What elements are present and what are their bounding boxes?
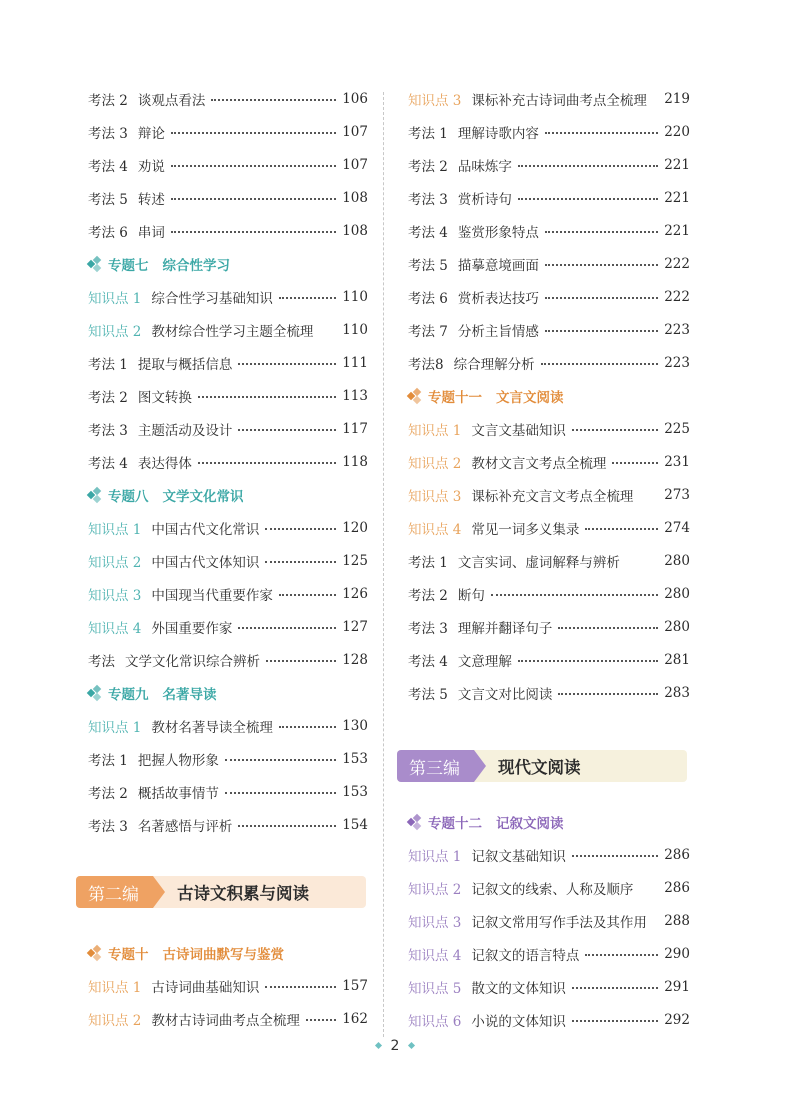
toc-entry[interactable] [408,643,690,676]
entry-page: 221 [664,222,690,239]
topic-heading[interactable] [408,379,690,412]
dot-leader [545,330,658,332]
entry-page: 286 [664,846,690,863]
toc-entry[interactable] [88,445,368,478]
entry-label: 考法 [88,653,115,670]
topic-name: 文言文阅读 [496,389,564,406]
entry-label: 考法 5 [408,686,448,703]
entry-page: 120 [342,519,368,536]
entry-label: 知识点 2 [88,323,142,340]
entry-label: 考法 3 [408,620,448,637]
entry-title: 分析主旨情感 [457,323,539,340]
part-name: 古诗文积累与阅读 [177,884,309,903]
entry-title: 鉴赏形象特点 [457,224,539,241]
dot-leader [238,627,336,629]
entry-title: 断句 [457,587,485,604]
entry-label: 考法 3 [88,818,128,835]
entry-title: 理解诗歌内容 [457,125,539,142]
diamond-icon [408,1042,415,1049]
entry-page: 281 [664,651,690,668]
toc-entry[interactable] [88,775,368,808]
entry-page: 110 [342,288,368,305]
entry-label: 知识点 4 [408,521,462,538]
entry-page: 157 [342,977,368,994]
entry-label: 考法 1 [408,554,448,571]
entry-label: 知识点 4 [408,947,462,964]
entry-page: 222 [664,255,690,272]
entry-page: 125 [342,552,368,569]
toc-entry[interactable] [88,544,368,577]
entry-page: 223 [664,321,690,338]
entry-page: 223 [664,354,690,371]
dot-leader [266,660,336,662]
entry-title: 文学文化常识综合辨析 [125,653,260,670]
dot-leader [198,462,336,464]
entry-label: 考法 6 [408,290,448,307]
entry-title: 记叙文的线索、人称及顺序 [471,881,634,898]
toc-entry[interactable] [88,379,368,412]
entry-title: 提取与概括信息 [137,356,233,373]
entry-label: 知识点 1 [88,290,142,307]
toc-entry[interactable] [88,511,368,544]
entry-label: 知识点 2 [88,554,142,571]
entry-label: 考法 3 [88,422,128,439]
toc-entry[interactable] [88,742,368,775]
toc-entry[interactable] [88,577,368,610]
entry-title: 表达得体 [137,455,192,472]
left-column [88,82,368,841]
entry-page: 111 [342,354,368,371]
entry-label: 知识点 3 [408,92,462,109]
entry-page: 291 [664,978,690,995]
toc-entry[interactable] [88,1002,368,1035]
entry-label: 考法 2 [88,785,128,802]
dot-leader [225,759,336,761]
entry-page: 153 [342,783,368,800]
dot-leader [238,363,336,365]
entry-page: 126 [342,585,368,602]
toc-entry[interactable] [408,346,690,379]
topic-number: 专题十一 [428,389,482,406]
dot-leader [211,99,336,101]
entry-page: 162 [342,1010,368,1027]
topic-name: 记叙文阅读 [496,815,564,832]
dot-leader [558,627,658,629]
diamond-cluster-icon [408,389,422,403]
entry-title: 串词 [137,224,165,241]
entry-title: 散文的文体知识 [471,980,566,997]
entry-label: 知识点 2 [88,1012,142,1029]
entry-title: 教材文言文考点全梳理 [471,455,607,472]
toc-entry[interactable] [408,544,690,577]
entry-label: 知识点 4 [88,620,142,637]
entry-page: 231 [664,453,690,470]
dot-leader [279,726,336,728]
dot-leader [518,165,658,167]
entry-title: 辩论 [137,125,165,142]
entry-page: 107 [342,123,368,140]
entry-page: 280 [664,618,690,635]
dot-leader [545,264,658,266]
entry-page: 128 [342,651,368,668]
entry-label: 考法 7 [408,323,448,340]
entry-label: 知识点 1 [88,979,142,996]
entry-page: 288 [664,912,690,929]
entry-page: 274 [664,519,690,536]
dot-leader [545,297,658,299]
entry-page: 219 [664,90,690,107]
entry-title: 文言文对比阅读 [457,686,553,703]
part-number: 第三编 [397,750,474,782]
entry-label: 考法 2 [88,92,128,109]
topic-heading[interactable] [88,676,368,709]
topic-number: 专题八 [108,488,149,505]
dot-leader [171,198,336,200]
toc-entry[interactable] [88,709,368,742]
entry-page: 130 [342,717,368,734]
entry-page: 108 [342,222,368,239]
toc-entry[interactable] [408,1003,690,1036]
entry-label: 知识点 6 [408,1013,462,1030]
entry-page: 292 [664,1011,690,1028]
toc-entry[interactable] [408,247,690,280]
entry-title: 记叙文常用写作手法及其作用 [471,914,647,931]
dot-leader [171,165,336,167]
toc-entry[interactable] [88,115,368,148]
toc-entry[interactable] [408,871,690,904]
toc-entry[interactable] [88,643,368,676]
topic-number: 专题十 [108,946,149,963]
entry-title: 中国古代文化常识 [151,521,260,538]
toc-entry[interactable] [408,511,690,544]
entry-page: 225 [664,420,690,437]
entry-page: 286 [664,879,690,896]
dot-leader [265,528,336,530]
entry-title: 图文转换 [137,389,192,406]
toc-entry[interactable] [408,148,690,181]
diamond-cluster-icon [88,488,102,502]
entry-page: 221 [664,156,690,173]
entry-label: 考法 1 [408,125,448,142]
dot-leader [265,986,336,988]
entry-page: 290 [664,945,690,962]
toc-entry[interactable] [88,412,368,445]
topic-number: 专题九 [108,686,149,703]
dot-leader [545,231,658,233]
dot-leader [171,132,336,134]
entry-label: 知识点 3 [408,488,462,505]
entry-title: 文言文基础知识 [471,422,566,439]
entry-title: 课标补充文言文考点全梳理 [471,488,634,505]
entry-page: 280 [664,552,690,569]
part-number: 第二编 [76,876,153,908]
entry-page: 110 [342,321,368,338]
entry-title: 教材古诗词曲考点全梳理 [151,1012,300,1029]
entry-label: 知识点 1 [408,848,462,865]
entry-page: 106 [342,90,368,107]
entry-title: 转述 [137,191,165,208]
entry-label: 知识点 1 [408,422,462,439]
toc-entry[interactable] [408,610,690,643]
entry-title: 文意理解 [457,653,512,670]
entry-title: 综合理解分析 [453,356,535,373]
entry-label: 考法 1 [88,752,128,769]
entry-label: 考法 2 [408,158,448,175]
topic-name: 综合性学习 [162,257,230,274]
toc-entry[interactable] [408,676,690,709]
toc-entry[interactable] [408,280,690,313]
entry-title: 常见一词多义集录 [471,521,580,538]
dot-leader [545,132,658,134]
part-name: 现代文阅读 [498,758,581,777]
entry-label: 考法 4 [88,158,128,175]
entry-title: 谈观点看法 [137,92,206,109]
toc-entry[interactable] [88,82,368,115]
right-column-bottom [408,805,690,1036]
entry-label: 考法 3 [88,125,128,142]
entry-label: 知识点 3 [88,587,142,604]
dot-leader [558,693,658,695]
toc-entry[interactable] [88,346,368,379]
topic-name: 古诗词曲默写与鉴赏 [162,946,284,963]
entry-page: 220 [664,123,690,140]
entry-label: 考法 6 [88,224,128,241]
entry-title: 描摹意境画面 [457,257,539,274]
dot-leader [572,429,658,431]
toc-entry[interactable] [408,577,690,610]
toc-entry[interactable] [408,412,690,445]
entry-title: 古诗词曲基础知识 [151,979,260,996]
dot-leader [306,1019,336,1021]
toc-entry[interactable] [408,181,690,214]
entry-title: 中国现当代重要作家 [151,587,273,604]
entry-page: 280 [664,585,690,602]
diamond-icon [374,1042,381,1049]
topic-heading[interactable] [408,805,690,838]
dot-leader [572,1020,658,1022]
entry-title: 把握人物形象 [137,752,219,769]
entry-page: 154 [342,816,368,833]
entry-title: 综合性学习基础知识 [151,290,273,307]
dot-leader [572,855,658,857]
entry-label: 考法 3 [408,191,448,208]
entry-title: 教材名著导读全梳理 [151,719,273,736]
entry-label: 知识点 5 [408,980,462,997]
dot-leader [238,429,336,431]
toc-entry[interactable] [408,937,690,970]
diamond-cluster-icon [88,946,102,960]
entry-title: 理解并翻译句子 [457,620,553,637]
entry-page: 113 [342,387,368,404]
diamond-cluster-icon [88,257,102,271]
toc-entry[interactable] [408,313,690,346]
topic-name: 文学文化常识 [162,488,244,505]
entry-page: 222 [664,288,690,305]
entry-title: 赏析诗句 [457,191,512,208]
entry-title: 文言实词、虚词解释与辨析 [457,554,620,571]
entry-page: 107 [342,156,368,173]
entry-label: 知识点 2 [408,881,462,898]
entry-title: 外国重要作家 [151,620,233,637]
entry-title: 劝说 [137,158,165,175]
topic-number: 专题十二 [428,815,482,832]
toc-entry[interactable] [88,610,368,643]
toc-entry[interactable] [408,445,690,478]
entry-page: 273 [664,486,690,503]
toc-entry[interactable] [88,181,368,214]
toc-entry[interactable] [88,148,368,181]
part-banner[interactable] [397,750,687,782]
toc-entry[interactable] [88,969,368,1002]
dot-leader [198,396,336,398]
dot-leader [171,231,336,233]
entry-label: 考法 2 [88,389,128,406]
entry-title: 记叙文基础知识 [471,848,566,865]
diamond-cluster-icon [408,815,422,829]
dot-leader [225,792,336,794]
topic-heading[interactable] [88,247,368,280]
toc-entry[interactable] [88,280,368,313]
entry-title: 教材综合性学习主题全梳理 [151,323,314,340]
entry-title: 主题活动及设计 [137,422,233,439]
left-column-bottom [88,936,368,1035]
entry-label: 知识点 1 [88,521,142,538]
entry-title: 品味炼字 [457,158,512,175]
entry-label: 考法 4 [408,224,448,241]
dot-leader [279,297,336,299]
topic-number: 专题七 [108,257,149,274]
diamond-cluster-icon [88,686,102,700]
topic-heading[interactable] [88,478,368,511]
toc-entry[interactable] [408,82,690,115]
topic-heading[interactable] [88,936,368,969]
entry-title: 中国古代文体知识 [151,554,260,571]
entry-page: 283 [664,684,690,701]
entry-label: 知识点 1 [88,719,142,736]
dot-leader [572,987,658,989]
entry-page: 153 [342,750,368,767]
toc-entry[interactable] [408,478,690,511]
toc-entry[interactable] [408,115,690,148]
dot-leader [491,594,658,596]
dot-leader [585,954,658,956]
toc-entry[interactable] [408,838,690,871]
toc-entry[interactable] [88,214,368,247]
toc-entry[interactable] [88,808,368,841]
entry-label: 考法 4 [408,653,448,670]
right-column [408,82,690,709]
entry-title: 小说的文体知识 [471,1013,566,1030]
entry-page: 118 [342,453,368,470]
entry-label: 知识点 3 [408,914,462,931]
dot-leader [541,363,659,365]
topic-name: 名著导读 [162,686,217,703]
column-divider [383,92,384,1037]
entry-label: 考法 4 [88,455,128,472]
dot-leader [265,561,336,563]
entry-page: 221 [664,189,690,206]
entry-page: 127 [342,618,368,635]
entry-title: 赏析表达技巧 [457,290,539,307]
dot-leader [279,594,336,596]
dot-leader [585,528,658,530]
page-footer [0,1038,790,1054]
dot-leader [238,825,336,827]
entry-page: 117 [342,420,368,437]
entry-title: 概括故事情节 [137,785,219,802]
entry-label: 考法 5 [88,191,128,208]
toc-entry[interactable] [408,214,690,247]
dot-leader [518,660,658,662]
entry-label: 考法 1 [88,356,128,373]
toc-entry[interactable] [408,904,690,937]
entry-label: 知识点 2 [408,455,462,472]
part-banner[interactable] [76,876,366,908]
entry-title: 课标补充古诗词曲考点全梳理 [471,92,647,109]
dot-leader [518,198,658,200]
entry-label: 考法 2 [408,587,448,604]
entry-label: 考法 5 [408,257,448,274]
toc-entry[interactable] [88,313,368,346]
entry-title: 名著感悟与评析 [137,818,233,835]
toc-entry[interactable] [408,970,690,1003]
dot-leader [612,462,658,464]
entry-page: 108 [342,189,368,206]
entry-label: 考法8 [408,356,444,373]
entry-title: 记叙文的语言特点 [471,947,580,964]
page-number: 2 [390,1038,400,1054]
